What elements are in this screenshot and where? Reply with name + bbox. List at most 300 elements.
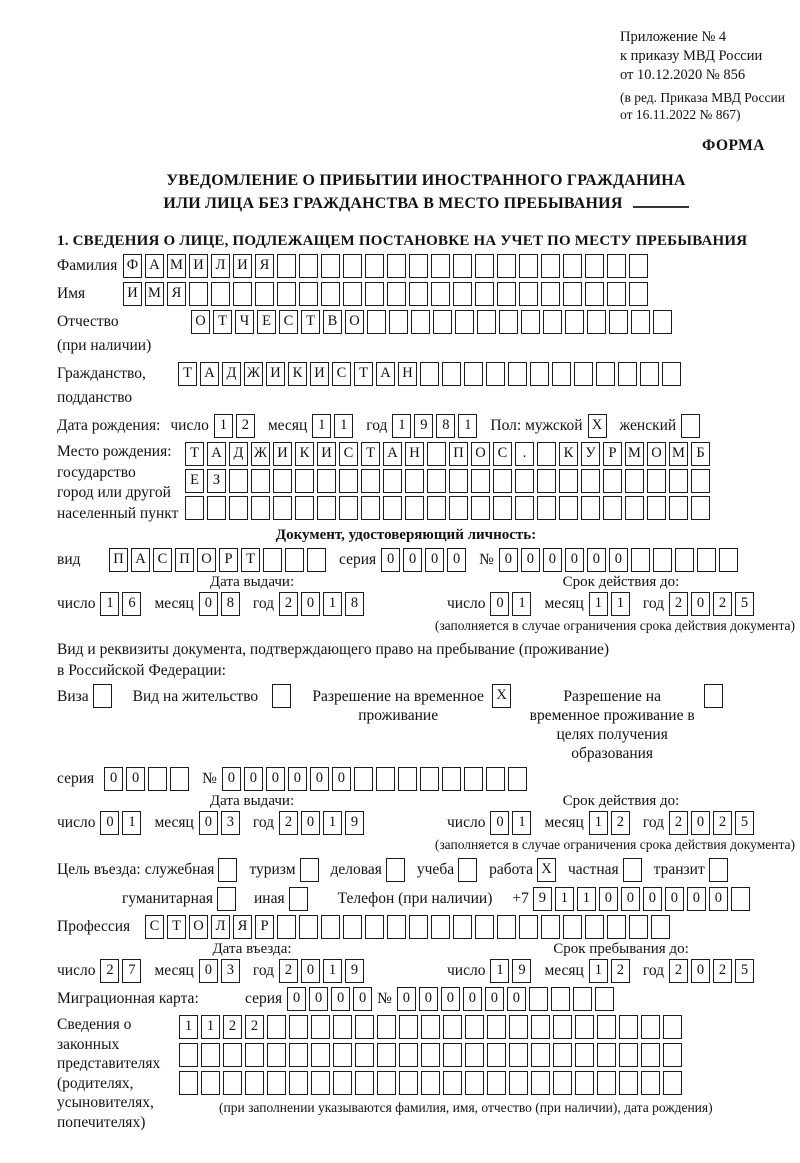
char-box[interactable] bbox=[217, 887, 236, 911]
char-box[interactable] bbox=[497, 282, 516, 306]
char-box[interactable]: 7 bbox=[122, 959, 141, 983]
char-box[interactable] bbox=[519, 915, 538, 939]
char-box[interactable] bbox=[449, 496, 468, 520]
char-box[interactable]: 8 bbox=[345, 592, 364, 616]
char-box[interactable] bbox=[595, 987, 614, 1011]
char-box[interactable] bbox=[641, 1015, 660, 1039]
char-box[interactable]: 1 bbox=[589, 592, 608, 616]
char-box[interactable] bbox=[653, 310, 672, 334]
char-box[interactable] bbox=[531, 1043, 550, 1067]
char-box[interactable]: 2 bbox=[669, 959, 688, 983]
char-box[interactable]: А bbox=[131, 548, 150, 572]
char-box[interactable] bbox=[508, 362, 527, 386]
char-box[interactable] bbox=[458, 858, 477, 882]
char-box[interactable] bbox=[383, 496, 402, 520]
char-box[interactable] bbox=[361, 496, 380, 520]
char-box[interactable]: 3 bbox=[221, 811, 240, 835]
char-box[interactable] bbox=[273, 496, 292, 520]
char-box[interactable] bbox=[421, 1071, 440, 1095]
char-box[interactable] bbox=[189, 282, 208, 306]
char-box[interactable] bbox=[300, 858, 319, 882]
char-box[interactable]: 6 bbox=[122, 592, 141, 616]
char-box[interactable] bbox=[223, 1071, 242, 1095]
char-box[interactable]: 0 bbox=[100, 811, 119, 835]
char-box[interactable]: 0 bbox=[565, 548, 584, 572]
char-box[interactable]: Я bbox=[167, 282, 186, 306]
char-box[interactable]: 0 bbox=[381, 548, 400, 572]
char-box[interactable]: X bbox=[537, 858, 556, 882]
char-box[interactable] bbox=[581, 469, 600, 493]
char-box[interactable]: М bbox=[625, 442, 644, 466]
char-box[interactable] bbox=[355, 1043, 374, 1067]
char-box[interactable]: 0 bbox=[485, 987, 504, 1011]
char-box[interactable]: И bbox=[189, 254, 208, 278]
char-box[interactable]: О bbox=[345, 310, 364, 334]
char-box[interactable]: 1 bbox=[323, 592, 342, 616]
char-box[interactable] bbox=[663, 1043, 682, 1067]
char-box[interactable] bbox=[585, 282, 604, 306]
char-box[interactable] bbox=[289, 887, 308, 911]
char-box[interactable]: С bbox=[279, 310, 298, 334]
char-box[interactable] bbox=[211, 282, 230, 306]
char-box[interactable] bbox=[93, 684, 112, 708]
char-box[interactable]: О bbox=[197, 548, 216, 572]
char-box[interactable] bbox=[596, 362, 615, 386]
char-box[interactable]: 1 bbox=[334, 414, 353, 438]
char-box[interactable] bbox=[399, 1071, 418, 1095]
char-box[interactable]: Ж bbox=[251, 442, 270, 466]
char-box[interactable]: X bbox=[588, 414, 607, 438]
char-box[interactable] bbox=[553, 1071, 572, 1095]
char-box[interactable]: 9 bbox=[533, 887, 552, 911]
char-box[interactable]: 0 bbox=[687, 887, 706, 911]
char-box[interactable]: Д bbox=[222, 362, 241, 386]
char-box[interactable]: О bbox=[189, 915, 208, 939]
char-box[interactable] bbox=[691, 469, 710, 493]
char-box[interactable] bbox=[223, 1043, 242, 1067]
char-box[interactable]: 1 bbox=[392, 414, 411, 438]
char-box[interactable] bbox=[365, 254, 384, 278]
char-box[interactable]: 0 bbox=[499, 548, 518, 572]
char-box[interactable] bbox=[553, 1043, 572, 1067]
char-box[interactable] bbox=[233, 282, 252, 306]
char-box[interactable]: 0 bbox=[490, 592, 509, 616]
char-box[interactable] bbox=[289, 1043, 308, 1067]
char-box[interactable] bbox=[405, 469, 424, 493]
char-box[interactable] bbox=[289, 1015, 308, 1039]
char-box[interactable] bbox=[563, 254, 582, 278]
char-box[interactable]: 1 bbox=[512, 811, 531, 835]
char-box[interactable]: 0 bbox=[447, 548, 466, 572]
char-box[interactable]: 0 bbox=[199, 811, 218, 835]
char-box[interactable]: Т bbox=[354, 362, 373, 386]
char-box[interactable] bbox=[519, 254, 538, 278]
char-box[interactable] bbox=[179, 1071, 198, 1095]
char-box[interactable]: 1 bbox=[589, 811, 608, 835]
char-box[interactable] bbox=[317, 469, 336, 493]
char-box[interactable] bbox=[575, 1071, 594, 1095]
char-box[interactable]: 0 bbox=[222, 767, 241, 791]
char-box[interactable]: Р bbox=[603, 442, 622, 466]
char-box[interactable]: 2 bbox=[713, 959, 732, 983]
char-box[interactable] bbox=[277, 915, 296, 939]
char-box[interactable] bbox=[585, 915, 604, 939]
char-box[interactable]: 0 bbox=[709, 887, 728, 911]
char-box[interactable] bbox=[519, 282, 538, 306]
char-box[interactable]: У bbox=[581, 442, 600, 466]
char-box[interactable]: Л bbox=[211, 254, 230, 278]
char-box[interactable]: 0 bbox=[397, 987, 416, 1011]
char-box[interactable] bbox=[597, 1071, 616, 1095]
char-box[interactable]: З bbox=[207, 469, 226, 493]
char-box[interactable] bbox=[537, 496, 556, 520]
char-box[interactable]: 0 bbox=[244, 767, 263, 791]
char-box[interactable]: 0 bbox=[490, 811, 509, 835]
char-box[interactable] bbox=[587, 310, 606, 334]
char-box[interactable] bbox=[497, 254, 516, 278]
char-box[interactable] bbox=[471, 469, 490, 493]
char-box[interactable] bbox=[647, 496, 666, 520]
char-box[interactable] bbox=[585, 254, 604, 278]
char-box[interactable] bbox=[541, 254, 560, 278]
char-box[interactable] bbox=[229, 469, 248, 493]
char-box[interactable]: С bbox=[332, 362, 351, 386]
char-box[interactable] bbox=[641, 1043, 660, 1067]
char-box[interactable]: О bbox=[647, 442, 666, 466]
char-box[interactable] bbox=[420, 767, 439, 791]
char-box[interactable]: 9 bbox=[414, 414, 433, 438]
char-box[interactable] bbox=[433, 310, 452, 334]
char-box[interactable] bbox=[697, 548, 716, 572]
char-box[interactable]: Д bbox=[229, 442, 248, 466]
char-box[interactable] bbox=[509, 1071, 528, 1095]
char-box[interactable] bbox=[477, 310, 496, 334]
char-box[interactable] bbox=[475, 254, 494, 278]
char-box[interactable]: П bbox=[175, 548, 194, 572]
char-box[interactable] bbox=[333, 1071, 352, 1095]
char-box[interactable] bbox=[663, 1015, 682, 1039]
char-box[interactable] bbox=[420, 362, 439, 386]
char-box[interactable] bbox=[409, 915, 428, 939]
char-box[interactable] bbox=[531, 1015, 550, 1039]
char-box[interactable]: 5 bbox=[735, 811, 754, 835]
char-box[interactable] bbox=[399, 1043, 418, 1067]
char-box[interactable]: X bbox=[492, 684, 511, 708]
char-box[interactable] bbox=[355, 1015, 374, 1039]
char-box[interactable]: 0 bbox=[665, 887, 684, 911]
char-box[interactable]: 9 bbox=[512, 959, 531, 983]
char-box[interactable] bbox=[619, 1071, 638, 1095]
char-box[interactable] bbox=[311, 1043, 330, 1067]
char-box[interactable] bbox=[343, 254, 362, 278]
char-box[interactable]: 9 bbox=[345, 959, 364, 983]
char-box[interactable] bbox=[486, 767, 505, 791]
char-box[interactable]: 0 bbox=[691, 592, 710, 616]
char-box[interactable]: 0 bbox=[507, 987, 526, 1011]
char-box[interactable]: 1 bbox=[577, 887, 596, 911]
char-box[interactable] bbox=[179, 1043, 198, 1067]
char-box[interactable]: М bbox=[167, 254, 186, 278]
char-box[interactable] bbox=[311, 1071, 330, 1095]
char-box[interactable]: 2 bbox=[669, 592, 688, 616]
char-box[interactable] bbox=[277, 254, 296, 278]
char-box[interactable] bbox=[515, 469, 534, 493]
char-box[interactable] bbox=[339, 469, 358, 493]
char-box[interactable]: 0 bbox=[599, 887, 618, 911]
char-box[interactable]: 1 bbox=[201, 1015, 220, 1039]
char-box[interactable] bbox=[597, 1043, 616, 1067]
char-box[interactable] bbox=[597, 1015, 616, 1039]
char-box[interactable] bbox=[530, 362, 549, 386]
char-box[interactable] bbox=[201, 1071, 220, 1095]
char-box[interactable]: 1 bbox=[323, 959, 342, 983]
char-box[interactable]: И bbox=[233, 254, 252, 278]
char-box[interactable] bbox=[537, 442, 556, 466]
char-box[interactable] bbox=[497, 915, 516, 939]
char-box[interactable]: 0 bbox=[199, 592, 218, 616]
char-box[interactable] bbox=[267, 1071, 286, 1095]
char-box[interactable]: 2 bbox=[279, 959, 298, 983]
char-box[interactable]: 0 bbox=[419, 987, 438, 1011]
char-box[interactable]: М bbox=[145, 282, 164, 306]
char-box[interactable] bbox=[427, 442, 446, 466]
char-box[interactable]: К bbox=[288, 362, 307, 386]
char-box[interactable] bbox=[573, 987, 592, 1011]
char-box[interactable] bbox=[619, 1043, 638, 1067]
char-box[interactable]: 0 bbox=[403, 548, 422, 572]
char-box[interactable]: А bbox=[207, 442, 226, 466]
char-box[interactable] bbox=[641, 1071, 660, 1095]
char-box[interactable]: Р bbox=[219, 548, 238, 572]
char-box[interactable]: . bbox=[515, 442, 534, 466]
char-box[interactable] bbox=[386, 858, 405, 882]
char-box[interactable]: С bbox=[339, 442, 358, 466]
char-box[interactable]: 0 bbox=[543, 548, 562, 572]
char-box[interactable] bbox=[529, 987, 548, 1011]
char-box[interactable]: Т bbox=[178, 362, 197, 386]
char-box[interactable] bbox=[339, 496, 358, 520]
char-box[interactable]: 0 bbox=[441, 987, 460, 1011]
char-box[interactable] bbox=[267, 1043, 286, 1067]
char-box[interactable] bbox=[487, 1071, 506, 1095]
char-box[interactable] bbox=[245, 1071, 264, 1095]
char-box[interactable] bbox=[719, 548, 738, 572]
char-box[interactable] bbox=[623, 858, 642, 882]
char-box[interactable]: 0 bbox=[425, 548, 444, 572]
char-box[interactable]: 2 bbox=[279, 811, 298, 835]
char-box[interactable] bbox=[295, 469, 314, 493]
char-box[interactable] bbox=[427, 469, 446, 493]
char-box[interactable]: 2 bbox=[611, 811, 630, 835]
char-box[interactable]: 1 bbox=[122, 811, 141, 835]
char-box[interactable]: К bbox=[295, 442, 314, 466]
char-box[interactable] bbox=[377, 1015, 396, 1039]
char-box[interactable] bbox=[662, 362, 681, 386]
char-box[interactable] bbox=[563, 915, 582, 939]
char-box[interactable]: 2 bbox=[713, 811, 732, 835]
char-box[interactable]: О bbox=[191, 310, 210, 334]
char-box[interactable] bbox=[631, 310, 650, 334]
char-box[interactable]: 0 bbox=[266, 767, 285, 791]
char-box[interactable] bbox=[640, 362, 659, 386]
char-box[interactable] bbox=[541, 282, 560, 306]
char-box[interactable] bbox=[361, 469, 380, 493]
char-box[interactable] bbox=[411, 310, 430, 334]
char-box[interactable] bbox=[669, 496, 688, 520]
char-box[interactable] bbox=[575, 1015, 594, 1039]
char-box[interactable]: Б bbox=[691, 442, 710, 466]
char-box[interactable]: 0 bbox=[309, 987, 328, 1011]
char-box[interactable] bbox=[387, 915, 406, 939]
char-box[interactable] bbox=[603, 469, 622, 493]
char-box[interactable] bbox=[207, 496, 226, 520]
char-box[interactable]: Ч bbox=[235, 310, 254, 334]
char-box[interactable]: С bbox=[145, 915, 164, 939]
char-box[interactable]: 5 bbox=[735, 592, 754, 616]
char-box[interactable] bbox=[486, 362, 505, 386]
char-box[interactable]: 0 bbox=[288, 767, 307, 791]
char-box[interactable] bbox=[559, 469, 578, 493]
char-box[interactable] bbox=[311, 1015, 330, 1039]
char-box[interactable]: В bbox=[323, 310, 342, 334]
char-box[interactable] bbox=[691, 496, 710, 520]
char-box[interactable] bbox=[675, 548, 694, 572]
char-box[interactable] bbox=[575, 1043, 594, 1067]
char-box[interactable] bbox=[321, 915, 340, 939]
char-box[interactable]: 1 bbox=[589, 959, 608, 983]
char-box[interactable] bbox=[354, 767, 373, 791]
char-box[interactable] bbox=[552, 362, 571, 386]
char-box[interactable] bbox=[273, 469, 292, 493]
char-box[interactable]: А bbox=[383, 442, 402, 466]
char-box[interactable] bbox=[453, 282, 472, 306]
char-box[interactable] bbox=[581, 496, 600, 520]
char-box[interactable] bbox=[170, 767, 189, 791]
char-box[interactable] bbox=[299, 254, 318, 278]
char-box[interactable] bbox=[321, 282, 340, 306]
char-box[interactable]: 0 bbox=[332, 767, 351, 791]
char-box[interactable] bbox=[317, 496, 336, 520]
char-box[interactable]: 8 bbox=[436, 414, 455, 438]
char-box[interactable] bbox=[653, 548, 672, 572]
char-box[interactable]: Н bbox=[398, 362, 417, 386]
char-box[interactable] bbox=[333, 1043, 352, 1067]
char-box[interactable] bbox=[625, 469, 644, 493]
char-box[interactable] bbox=[365, 915, 384, 939]
char-box[interactable] bbox=[267, 1015, 286, 1039]
char-box[interactable] bbox=[607, 915, 626, 939]
char-box[interactable] bbox=[629, 915, 648, 939]
char-box[interactable]: Е bbox=[257, 310, 276, 334]
char-box[interactable]: 0 bbox=[199, 959, 218, 983]
char-box[interactable] bbox=[465, 1015, 484, 1039]
char-box[interactable] bbox=[625, 496, 644, 520]
char-box[interactable] bbox=[681, 414, 700, 438]
char-box[interactable]: 0 bbox=[691, 959, 710, 983]
char-box[interactable]: С bbox=[153, 548, 172, 572]
char-box[interactable] bbox=[669, 469, 688, 493]
char-box[interactable]: 1 bbox=[312, 414, 331, 438]
char-box[interactable]: 9 bbox=[345, 811, 364, 835]
char-box[interactable]: 2 bbox=[100, 959, 119, 983]
char-box[interactable] bbox=[663, 1071, 682, 1095]
char-box[interactable] bbox=[442, 362, 461, 386]
char-box[interactable] bbox=[148, 767, 167, 791]
char-box[interactable]: 5 bbox=[735, 959, 754, 983]
char-box[interactable]: 0 bbox=[331, 987, 350, 1011]
char-box[interactable]: Я bbox=[255, 254, 274, 278]
char-box[interactable] bbox=[251, 469, 270, 493]
char-box[interactable] bbox=[607, 254, 626, 278]
char-box[interactable] bbox=[493, 469, 512, 493]
char-box[interactable] bbox=[537, 469, 556, 493]
char-box[interactable] bbox=[453, 254, 472, 278]
char-box[interactable] bbox=[427, 496, 446, 520]
char-box[interactable] bbox=[431, 282, 450, 306]
char-box[interactable]: П bbox=[449, 442, 468, 466]
char-box[interactable]: И bbox=[123, 282, 142, 306]
char-box[interactable] bbox=[377, 1071, 396, 1095]
char-box[interactable]: 0 bbox=[126, 767, 145, 791]
char-box[interactable] bbox=[464, 362, 483, 386]
char-box[interactable]: 1 bbox=[323, 811, 342, 835]
char-box[interactable] bbox=[709, 858, 728, 882]
char-box[interactable] bbox=[509, 1043, 528, 1067]
char-box[interactable]: 0 bbox=[310, 767, 329, 791]
char-box[interactable]: 0 bbox=[643, 887, 662, 911]
char-box[interactable]: 0 bbox=[587, 548, 606, 572]
char-box[interactable]: 2 bbox=[713, 592, 732, 616]
char-box[interactable] bbox=[651, 915, 670, 939]
char-box[interactable] bbox=[551, 987, 570, 1011]
char-box[interactable] bbox=[431, 915, 450, 939]
char-box[interactable] bbox=[487, 1015, 506, 1039]
char-box[interactable]: М bbox=[669, 442, 688, 466]
char-box[interactable] bbox=[409, 254, 428, 278]
char-box[interactable] bbox=[289, 1071, 308, 1095]
char-box[interactable]: Т bbox=[361, 442, 380, 466]
char-box[interactable] bbox=[399, 1015, 418, 1039]
char-box[interactable]: Т bbox=[241, 548, 260, 572]
char-box[interactable] bbox=[464, 767, 483, 791]
char-box[interactable]: 0 bbox=[301, 592, 320, 616]
char-box[interactable] bbox=[389, 310, 408, 334]
char-box[interactable] bbox=[409, 282, 428, 306]
char-box[interactable] bbox=[541, 915, 560, 939]
char-box[interactable] bbox=[299, 282, 318, 306]
char-box[interactable]: И bbox=[266, 362, 285, 386]
char-box[interactable]: О bbox=[471, 442, 490, 466]
char-box[interactable] bbox=[609, 310, 628, 334]
char-box[interactable] bbox=[509, 1015, 528, 1039]
char-box[interactable]: 2 bbox=[236, 414, 255, 438]
char-box[interactable] bbox=[574, 362, 593, 386]
char-box[interactable]: 2 bbox=[611, 959, 630, 983]
char-box[interactable] bbox=[465, 1071, 484, 1095]
char-box[interactable] bbox=[455, 310, 474, 334]
char-box[interactable] bbox=[333, 1015, 352, 1039]
char-box[interactable]: Т bbox=[213, 310, 232, 334]
char-box[interactable]: 1 bbox=[458, 414, 477, 438]
char-box[interactable] bbox=[443, 1015, 462, 1039]
char-box[interactable] bbox=[559, 496, 578, 520]
char-box[interactable]: 1 bbox=[214, 414, 233, 438]
char-box[interactable]: Е bbox=[185, 469, 204, 493]
char-box[interactable] bbox=[619, 1015, 638, 1039]
char-box[interactable]: А bbox=[145, 254, 164, 278]
char-box[interactable] bbox=[563, 282, 582, 306]
char-box[interactable]: 1 bbox=[179, 1015, 198, 1039]
